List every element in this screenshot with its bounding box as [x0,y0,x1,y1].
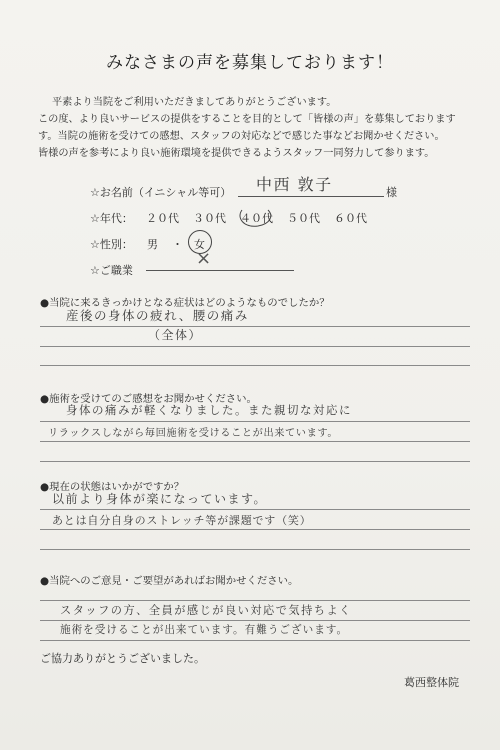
answer-line [40,326,470,327]
question-3-answer-line-2: あとは自分自身のストレッチ等が課題です（笑） [52,514,312,527]
name-label: ☆お名前（イニシャル等可） [90,186,232,199]
answer-line [40,346,470,347]
question-2-label: ●施術を受けてのご感想をお聞かせください。 [40,393,257,405]
age-option-30s[interactable]: ３０代 [193,212,226,225]
answer-line [40,421,470,422]
question-2-answer-line-2: リラックスしながら毎回施術を受けることが出来ています。 [48,428,339,439]
intro-paragraph [38,94,488,162]
gender-option-male[interactable]: 男 [147,238,158,251]
age-selected-mark [234,204,278,230]
intro-line: 平素より当院をご利用いただきましてありがとうございます。 [52,97,337,108]
age-option-60s[interactable]: ６０代 [334,212,367,225]
age-label: ☆年代： [90,212,133,225]
intro-line: す。当院の施術を受けての感想、スタッフの対応などで感じた事などお聞かせください。 [38,131,445,142]
form-title: みなさまの声を募集しております！ [106,53,394,73]
answer-line [40,620,470,621]
answer-line [40,529,470,530]
gender-option-female[interactable]: 女 [194,238,205,251]
answer-line [40,600,470,601]
answer-line [40,461,470,462]
question-4-answer-line-1: スタッフの方、全員が感じが良い対応で気持ちよく [60,604,352,617]
gender-label: ☆性別： [90,238,133,251]
age-option-50s[interactable]: ５０代 [287,212,320,225]
question-1-answer-line-1: 産後の身体の疲れ、腰の痛み [66,308,249,323]
question-4-label: ●当院へのご意見・ご要望があればお聞かせください。 [40,575,299,587]
name-handwriting: 中西 敦子 [256,175,333,194]
job-label: ☆ご職業 [90,264,133,277]
answer-line [40,509,470,510]
clinic-name: 葛西整体院 [404,676,459,689]
answer-line [40,549,470,550]
intro-line: 皆様の声を参考により良い施術環境を提供できるようスタッフ一同努力して参ります。 [38,148,435,159]
job-handwriting: × [196,248,213,269]
gender-separator: ・ [172,238,183,251]
question-2-answer-line-1: 身体の痛みが軽くなりました。また親切な対応に [66,403,352,417]
question-1-label: ●当院に来るきっかけとなる症状はどのようなものでしたか？ [40,297,330,309]
question-3-answer-line-1: 以前より身体が楽になっています。 [52,492,268,506]
name-suffix: 様 [386,186,397,199]
age-option-20s[interactable]: ２０代 [146,212,179,225]
age-option-40s[interactable]: ４０代 [240,212,273,225]
thanks-text: ご協力ありがとうございました。 [40,652,205,665]
question-3-label: ●現在の状態はいかがですか？ [40,481,185,493]
question-1-answer-line-2: （全体） [148,328,203,342]
answer-line [40,365,470,366]
answer-line [40,441,470,442]
question-4-answer-line-2: 施術を受けることが出来ています。有難うございます。 [60,624,349,636]
job-field[interactable] [146,252,294,271]
intro-line: この度、より良いサービスの提供をすることを目的として「皆様の声」を募集しております [38,114,456,125]
answer-line [40,640,470,641]
